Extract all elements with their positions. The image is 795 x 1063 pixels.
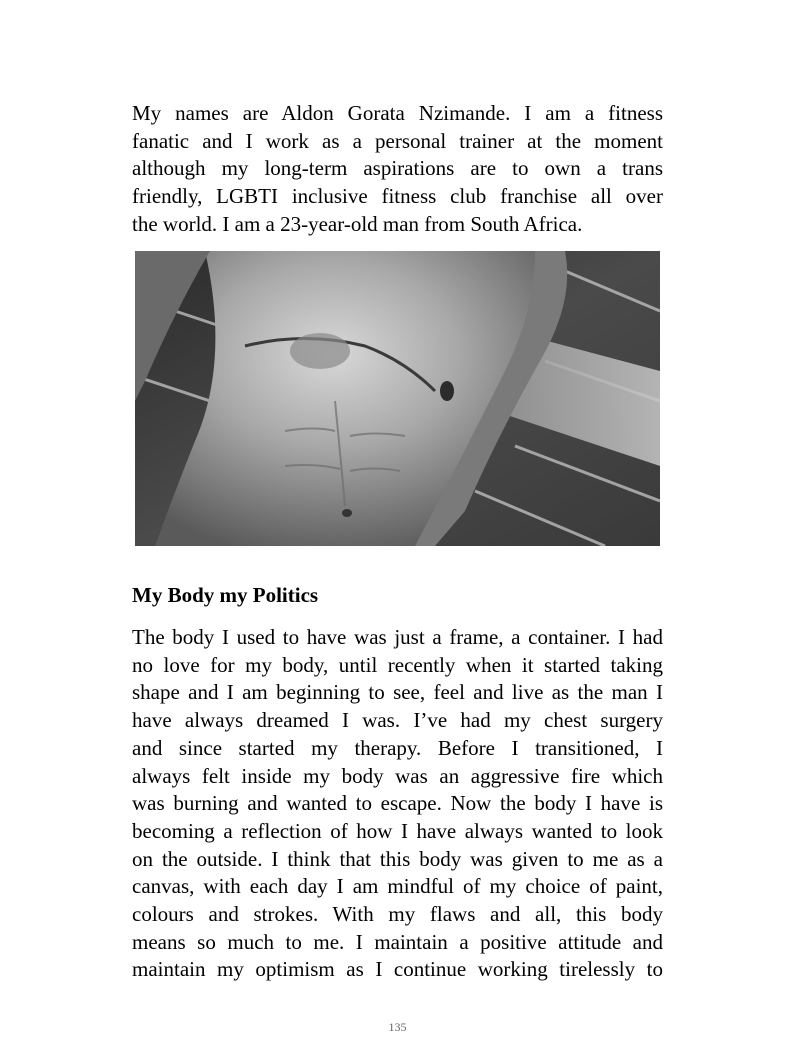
body-line: means so much to me. I maintain a positive attitude and [132,929,663,954]
body-line: always felt inside my body was an aggressive fire which [132,763,663,788]
intro-paragraph [132,100,663,239]
body-line: on the outside. I think that this body was given to me as a [132,846,663,871]
body-line: no love for my body, until recently when it started taking [132,652,663,677]
intro-line: friendly, LGBTI inclusive fitness club franchise all over [132,184,663,209]
section-heading: My Body my Politics [132,583,319,607]
intro-line: My names are Aldon Gorata Nzimande. I am a fitness [132,101,663,125]
body-line: The body I used to have was just a frame, a container. I had [132,625,663,649]
body-line: canvas, with each day I am mindful of my choice of paint, [132,874,663,899]
intro-line: although my long-term aspirations are to own a trans [132,156,663,181]
body-line: maintain my optimism as I continue working tirelessly to [132,957,663,982]
intro-line: fanatic and I work as a personal trainer at the moment [132,128,663,153]
body-line: colours and strokes. With my flaws and all, this body [132,902,663,927]
chest-surgery-photo [135,251,660,546]
body-line: shape and I am beginning to see, feel and live as the man I [132,680,663,705]
body-line: have always dreamed I was. I’ve had my chest surgery [132,708,663,733]
intro-line: the world. I am a 23-year-old man from South Africa. [132,211,583,236]
body-line: becoming a reflection of how I have always wanted to look [132,818,663,843]
body-line: and since started my therapy. Before I transitioned, I [132,735,663,760]
body-paragraph [132,624,663,984]
body-line: was burning and wanted to escape. Now the body I have is [132,791,663,816]
page-number: 135 [388,1020,407,1034]
